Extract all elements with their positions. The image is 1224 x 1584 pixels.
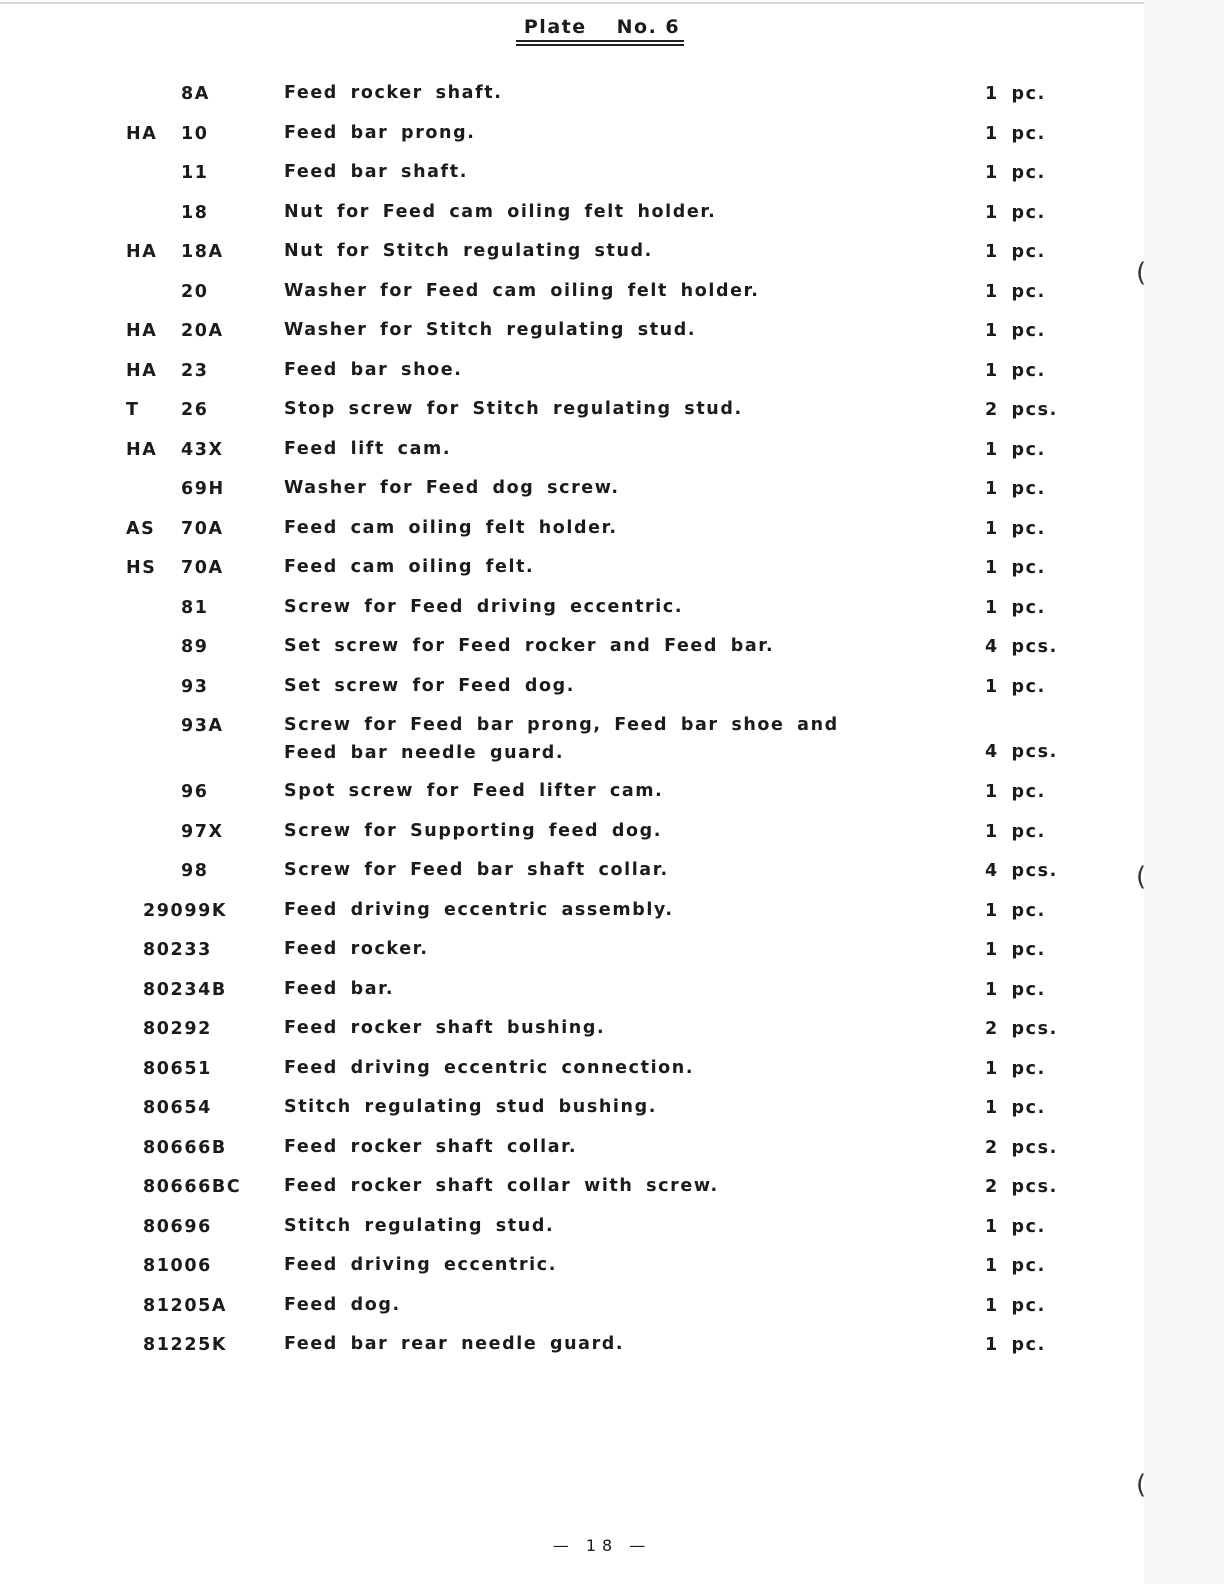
part-number: 8A xyxy=(181,84,210,104)
part-description: Screw for Supporting feed dog. xyxy=(284,820,663,841)
part-row xyxy=(0,76,1144,116)
part-prefix: HA xyxy=(126,360,158,381)
part-number: 93 xyxy=(181,676,209,697)
part-quantity: 4 pcs. xyxy=(985,742,1058,762)
part-description: Screw for Feed bar shaft collar. xyxy=(284,860,669,880)
part-number: 81 xyxy=(181,597,209,618)
part-description: Washer for Stitch regulating stud. xyxy=(284,320,697,340)
part-description: Feed cam oiling felt holder. xyxy=(284,517,618,538)
part-quantity: 2 pcs. xyxy=(985,1177,1058,1197)
part-description: Feed bar shaft. xyxy=(284,162,468,182)
part-quantity: 4 pcs. xyxy=(985,637,1058,657)
part-prefix: HA xyxy=(126,123,158,144)
part-row xyxy=(0,155,1144,195)
part-row xyxy=(0,116,1144,156)
part-quantity: 1 pc. xyxy=(985,163,1046,183)
part-number: 70A xyxy=(181,558,224,578)
part-quantity: 1 pc. xyxy=(985,782,1046,802)
part-description: Nut for Feed cam oiling felt holder. xyxy=(284,201,717,222)
part-number: 81225K xyxy=(143,1335,228,1355)
part-row xyxy=(0,893,1144,933)
part-quantity: 1 pc. xyxy=(985,900,1046,921)
part-number: 96 xyxy=(181,782,209,802)
part-row xyxy=(0,1209,1144,1249)
part-quantity: 1 pc. xyxy=(985,676,1046,697)
part-quantity: 4 pcs. xyxy=(985,861,1058,881)
part-row xyxy=(0,550,1144,590)
part-row xyxy=(0,1169,1144,1209)
part-quantity: 1 pc. xyxy=(985,979,1046,1000)
part-quantity: 1 pc. xyxy=(985,597,1046,618)
part-description: Feed driving eccentric connection. xyxy=(284,1057,695,1078)
part-number: 10 xyxy=(181,123,209,144)
part-row xyxy=(0,511,1144,551)
part-description: Feed bar shoe. xyxy=(284,359,463,380)
page-edge xyxy=(1144,0,1224,1584)
part-description: Stop screw for Stitch regulating stud. xyxy=(284,399,743,419)
plate-title xyxy=(0,16,1204,38)
part-quantity: 1 pc. xyxy=(985,1216,1046,1237)
part-row xyxy=(0,972,1144,1012)
part-row xyxy=(0,1051,1144,1091)
part-number: 43X xyxy=(181,439,224,460)
part-row xyxy=(0,1288,1144,1328)
part-description: Feed rocker. xyxy=(284,939,429,959)
part-number: 70A xyxy=(181,518,224,539)
part-prefix: HA xyxy=(126,242,158,262)
part-number: 81205A xyxy=(143,1295,228,1316)
part-description: Washer for Feed cam oiling felt holder. xyxy=(284,280,760,301)
page-number: — 18 — xyxy=(552,1536,652,1555)
part-row xyxy=(0,234,1144,274)
title-underline-double xyxy=(516,44,684,46)
part-number: 80292 xyxy=(143,1019,212,1039)
part-row xyxy=(0,195,1144,235)
part-description: Stitch regulating stud. xyxy=(284,1215,555,1236)
part-row xyxy=(0,274,1144,314)
part-description: Feed dog. xyxy=(284,1294,401,1315)
part-description: Feed rocker shaft collar with screw. xyxy=(284,1176,719,1196)
part-row xyxy=(0,708,1144,774)
part-description: Feed lift cam. xyxy=(284,438,452,459)
scan-mark: ( xyxy=(1136,1470,1147,1500)
part-number: 93A xyxy=(181,716,224,736)
scan-mark: ( xyxy=(1136,258,1147,288)
part-number: 97X xyxy=(181,821,224,842)
part-description: Spot screw for Feed lifter cam. xyxy=(284,781,664,801)
part-prefix: HA xyxy=(126,321,158,341)
part-prefix: AS xyxy=(126,518,156,539)
part-description: Washer for Feed dog screw. xyxy=(284,478,620,498)
top-border xyxy=(0,2,1144,4)
part-row xyxy=(0,1090,1144,1130)
part-description: Feed driving eccentric. xyxy=(284,1255,558,1275)
part-description: Set screw for Feed rocker and Feed bar. xyxy=(284,636,775,656)
part-quantity: 1 pc. xyxy=(985,281,1046,302)
part-row xyxy=(0,392,1144,432)
part-quantity: 2 pcs. xyxy=(985,400,1058,420)
part-quantity: 1 pc. xyxy=(985,518,1046,539)
part-number: 80666B xyxy=(143,1137,227,1158)
part-number: 11 xyxy=(181,163,209,183)
part-number: 80651 xyxy=(143,1058,212,1079)
part-prefix: T xyxy=(126,400,140,420)
part-row xyxy=(0,629,1144,669)
part-quantity: 1 pc. xyxy=(985,439,1046,460)
part-number: 81006 xyxy=(143,1256,212,1276)
part-quantity: 2 pcs. xyxy=(985,1019,1058,1039)
part-row xyxy=(0,669,1144,709)
part-description: Feed cam oiling felt. xyxy=(284,557,535,577)
part-quantity: 1 pc. xyxy=(985,1295,1046,1316)
part-prefix: HS xyxy=(126,558,157,578)
part-description: Set screw for Feed dog. xyxy=(284,675,575,696)
part-quantity: 1 pc. xyxy=(985,202,1046,223)
part-description: Feed bar. xyxy=(284,978,395,999)
part-description: Feed rocker shaft collar. xyxy=(284,1136,578,1157)
part-quantity: 1 pc. xyxy=(985,1335,1046,1355)
part-number: 89 xyxy=(181,637,209,657)
part-row xyxy=(0,1327,1144,1367)
part-number: 69H xyxy=(181,479,225,499)
part-quantity: 1 pc. xyxy=(985,242,1046,262)
part-quantity: 1 pc. xyxy=(985,360,1046,381)
part-quantity: 1 pc. xyxy=(985,558,1046,578)
part-number: 29099K xyxy=(143,900,228,921)
part-row xyxy=(0,1248,1144,1288)
part-quantity: 1 pc. xyxy=(985,479,1046,499)
plate-label: Plate xyxy=(523,16,587,38)
part-number: 80666BC xyxy=(143,1177,242,1197)
part-row xyxy=(0,1011,1144,1051)
title-underline xyxy=(516,40,684,42)
part-row xyxy=(0,774,1144,814)
part-number: 18A xyxy=(181,242,224,262)
part-quantity: 1 pc. xyxy=(985,1256,1046,1276)
part-quantity: 1 pc. xyxy=(985,1098,1046,1118)
part-number: 18 xyxy=(181,202,209,223)
part-row xyxy=(0,1130,1144,1170)
part-description: Screw for Feed driving eccentric. xyxy=(284,596,684,617)
part-row xyxy=(0,432,1144,472)
part-number: 80654 xyxy=(143,1098,212,1118)
part-number: 26 xyxy=(181,400,209,420)
part-number: 20A xyxy=(181,321,224,341)
part-description: Nut for Stitch regulating stud. xyxy=(284,241,653,261)
parts-list xyxy=(0,76,1147,1367)
part-number: 20 xyxy=(181,281,209,302)
part-row xyxy=(0,353,1144,393)
part-row xyxy=(0,932,1144,972)
part-quantity: 1 pc. xyxy=(985,321,1046,341)
part-number: 80233 xyxy=(143,940,212,960)
part-description: Stitch regulating stud bushing. xyxy=(284,1097,657,1117)
scan-mark: ( xyxy=(1136,862,1147,892)
part-quantity: 1 pc. xyxy=(985,1058,1046,1079)
part-row xyxy=(0,471,1144,511)
part-description: Feed bar prong. xyxy=(284,122,476,143)
part-description: Screw for Feed bar prong, Feed bar shoe and Feed bar needle guard. xyxy=(284,715,839,763)
part-number: 80696 xyxy=(143,1216,212,1237)
part-number: 23 xyxy=(181,360,209,381)
part-description: Feed rocker shaft. xyxy=(284,83,503,103)
part-quantity: 2 pcs. xyxy=(985,1137,1058,1158)
part-number: 98 xyxy=(181,861,209,881)
part-quantity: 1 pc. xyxy=(985,123,1046,144)
part-quantity: 1 pc. xyxy=(985,940,1046,960)
part-row xyxy=(0,590,1144,630)
plate-number: No. 6 xyxy=(616,16,681,38)
part-row xyxy=(0,313,1144,353)
part-prefix: HA xyxy=(126,439,158,460)
part-row xyxy=(0,853,1147,893)
part-description: Feed bar rear needle guard. xyxy=(284,1334,625,1354)
part-number: 80234B xyxy=(143,979,227,1000)
part-quantity: 1 pc. xyxy=(985,821,1046,842)
part-description: Feed driving eccentric assembly. xyxy=(284,899,674,920)
part-quantity: 1 pc. xyxy=(985,84,1046,104)
part-row xyxy=(0,814,1144,854)
part-description: Feed rocker shaft bushing. xyxy=(284,1018,606,1038)
